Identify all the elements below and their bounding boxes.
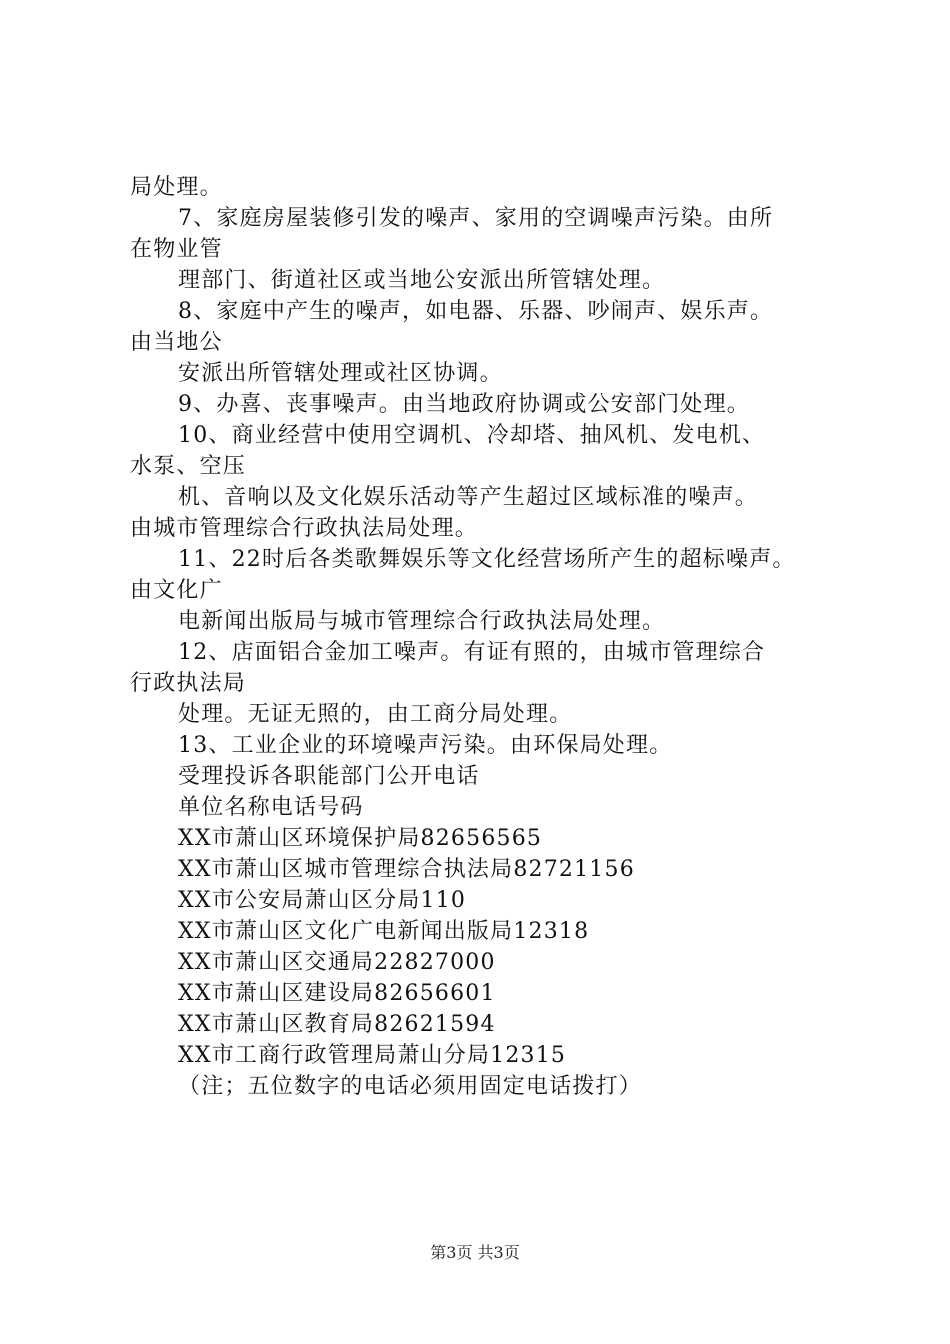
- text-line: 8、家庭中产生的噪声，如电器、乐器、吵闹声、娱乐声。: [178, 299, 774, 324]
- text-line: 安派出所管辖处理或社区协调。: [178, 361, 503, 386]
- text-line: 水泵、空压: [130, 454, 247, 479]
- text-line: （注；五位数字的电话必须用固定电话拨打）: [178, 1074, 643, 1099]
- text-line: 理部门、街道社区或当地公安派出所管辖处理。: [178, 268, 666, 293]
- text-line: 单位名称电话号码: [178, 795, 364, 820]
- text-line: XX市萧山区教育局82621594: [178, 1012, 496, 1037]
- text-line: XX市萧山区交通局22827000: [178, 950, 496, 975]
- text-line: 行政执法局: [130, 671, 247, 696]
- page-footer: 第3页 共3页: [430, 1243, 520, 1262]
- text-line: 10、商业经营中使用空调机、冷却塔、抽风机、发电机、: [178, 423, 766, 448]
- text-line: XX市公安局萧山区分局110: [178, 888, 467, 913]
- text-line: 11、22时后各类歌舞娱乐等文化经营场所产生的超标噪声。: [178, 547, 796, 572]
- text-line: XX市工商行政管理局萧山分局12315: [178, 1043, 567, 1068]
- text-line: XX市萧山区城市管理综合执法局82721156: [178, 857, 635, 882]
- text-line: 由文化广: [130, 578, 223, 603]
- text-line: 受理投诉各职能部门公开电话: [178, 764, 480, 789]
- text-line: 由当地公: [130, 330, 223, 355]
- text-line: XX市萧山区环境保护局82656565: [178, 826, 543, 851]
- text-line: XX市萧山区建设局82656601: [178, 981, 496, 1006]
- text-line: 局处理。: [130, 175, 223, 200]
- text-line: 由城市管理综合行政执法局处理。: [130, 516, 479, 541]
- text-line: 处理。无证无照的，由工商分局处理。: [178, 702, 573, 727]
- text-line: 12、店面铝合金加工噪声。有证有照的，由城市管理综合: [178, 640, 766, 665]
- text-line: 13、工业企业的环境噪声污染。由环保局处理。: [178, 733, 673, 758]
- text-line: 机、音响以及文化娱乐活动等产生超过区域标准的噪声。: [178, 485, 759, 510]
- document-body: [130, 172, 860, 1102]
- text-line: 电新闻出版局与城市管理综合行政执法局处理。: [178, 609, 666, 634]
- text-line: 7、家庭房屋装修引发的噪声、家用的空调噪声污染。由所: [178, 206, 774, 231]
- text-line: 在物业管: [130, 237, 223, 262]
- text-line: XX市萧山区文化广电新闻出版局12318: [178, 919, 590, 944]
- text-line: 9、办喜、丧事噪声。由当地政府协调或公安部门处理。: [178, 392, 750, 417]
